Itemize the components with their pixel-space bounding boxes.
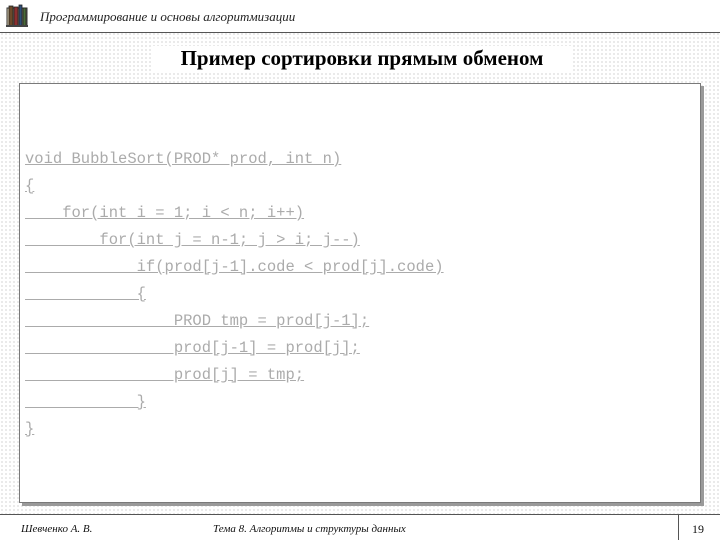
- code-line: prod[j-1] = prod[j];: [25, 339, 360, 357]
- books-stack-icon: [4, 3, 30, 29]
- footer-divider: [678, 515, 679, 540]
- code-line: {: [25, 177, 35, 195]
- code-block: [25, 146, 444, 443]
- code-line: {: [25, 285, 146, 303]
- author-name: Шевченко А. В.: [21, 523, 93, 535]
- code-line: for(int i = 1; i < n; i++): [25, 204, 305, 222]
- code-line: PROD tmp = prod[j-1];: [25, 312, 370, 330]
- code-line: prod[j] = tmp;: [25, 366, 305, 384]
- code-line: for(int j = n-1; j > i; j--): [25, 231, 360, 249]
- topic-label: Тема 8. Алгоритмы и структуры данных: [213, 523, 406, 535]
- code-line: void BubbleSort(PROD* prod, int n): [25, 150, 342, 168]
- slide-title: Пример сортировки прямым обменом: [152, 46, 572, 71]
- code-line: }: [25, 420, 35, 438]
- code-line: }: [25, 393, 146, 411]
- course-title: Программирование и основы алгоритмизации: [40, 9, 296, 24]
- code-line: if(prod[j-1].code < prod[j].code): [25, 258, 444, 276]
- page-number: 19: [692, 522, 704, 536]
